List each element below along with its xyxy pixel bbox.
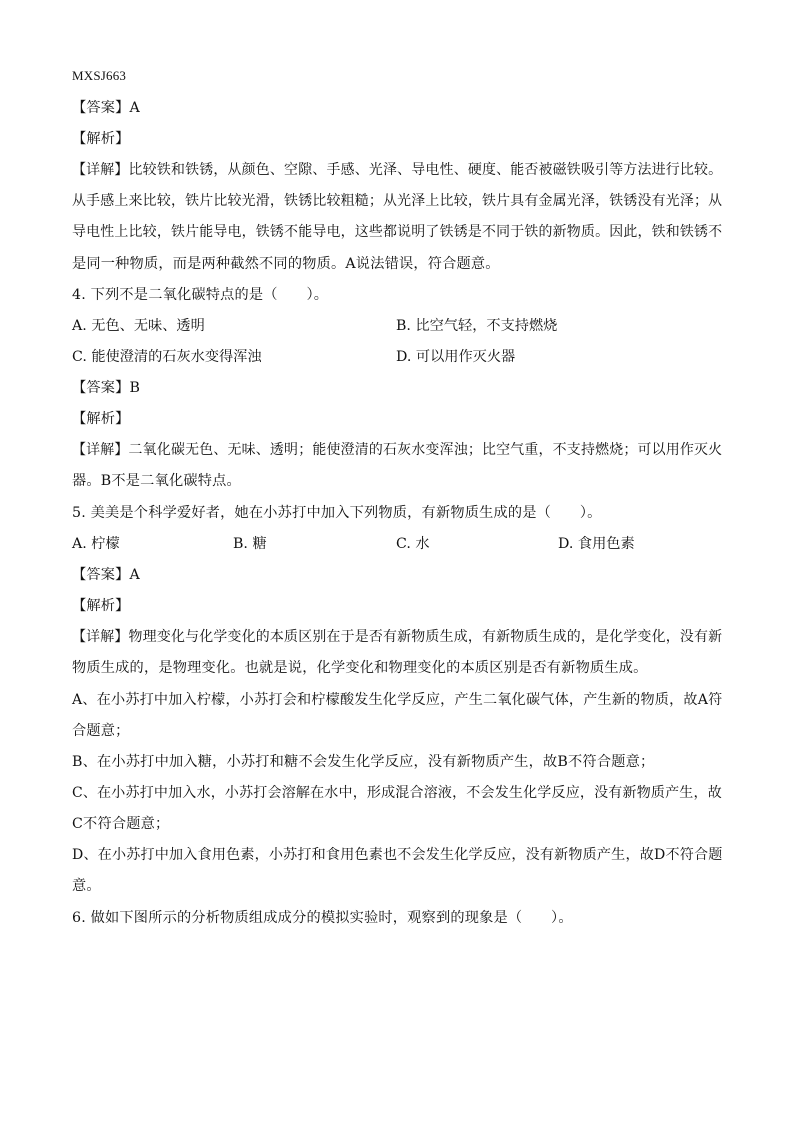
q5-detail-line-2: 物质生成的，是物理变化。也就是说，化学变化和物理变化的本质区别是否有新物质生成。 xyxy=(72,660,648,676)
q5-detail-line-4: 合题意； xyxy=(72,723,130,739)
q3-detail-line-2: 从手感上来比较，铁片比较光滑，铁锈比较粗糙；从光泽上比较，铁片具有金属光泽，铁锈没有光泽；从 xyxy=(72,193,723,209)
q4-stem: 4. 下列不是二氧化碳特点的是（ ）。 xyxy=(72,287,329,303)
q5-detail-line-7: C不符合题意； xyxy=(72,816,170,832)
q6-stem: 6. 做如下图所示的分析物质组成成分的模拟实验时，观察到的现象是（ ）。 xyxy=(72,910,573,926)
q4-detail-line-1: 【详解】二氧化碳无色、无味、透明；能使澄清的石灰水变浑浊；比空气重，不支持燃烧；可以用作灭火 xyxy=(72,442,723,458)
q5-detail-line-8: D、在小苏打中加入食用色素，小苏打和食用色素也不会发生化学反应，没有新物质产生，故D不符合题 xyxy=(72,847,723,863)
q3-detail-line-4: 是同一种物质，而是两种截然不同的物质。A说法错误，符合题意。 xyxy=(72,256,500,272)
q5-option-a: A. 柠檬 xyxy=(72,536,120,552)
q5-option-b: B. 糖 xyxy=(233,536,267,552)
q4-option-b: B. 比空气轻，不支持燃烧 xyxy=(396,318,558,334)
q5-detail-line-1: 【详解】物理变化与化学变化的本质区别在于是否有新物质生成，有新物质生成的，是化学变化，没有新 xyxy=(72,629,723,645)
q5-option-d: D. 食用色素 xyxy=(558,536,635,552)
q4-analysis-heading: 【解析】 xyxy=(72,411,130,427)
q5-detail-line-9: 意。 xyxy=(72,878,101,894)
q3-detail-line-3: 导电性上比较，铁片能导电，铁锈不能导电，这些都说明了铁锈是不同于铁的新物质。因此，铁和铁锈不 xyxy=(72,224,723,240)
q5-detail-line-3: A、在小苏打中加入柠檬，小苏打会和柠檬酸发生化学反应，产生二氧化碳气体，产生新的物质，故A符 xyxy=(72,692,723,708)
q4-detail-line-2: 器。B不是二氧化碳特点。 xyxy=(72,473,241,489)
q3-analysis-heading: 【解析】 xyxy=(72,131,130,147)
q3-detail-line-1: 【详解】比较铁和铁锈，从颜色、空隙、手感、光泽、导电性、硬度、能否被磁铁吸引等方法进行比较。 xyxy=(72,162,723,178)
q5-detail-line-5: B、在小苏打中加入糖，小苏打和糖不会发生化学反应，没有新物质产生，故B不符合题意； xyxy=(72,754,655,770)
q4-answer: 【答案】B xyxy=(72,380,141,396)
q4-option-d: D. 可以用作灭火器 xyxy=(396,349,516,365)
q5-answer: 【答案】A xyxy=(72,567,140,583)
q5-detail-line-6: C、在小苏打中加入水，小苏打会溶解在水中，形成混合溶液，不会发生化学反应，没有新物质产生，故 xyxy=(72,785,722,801)
q3-answer: 【答案】A xyxy=(72,100,140,116)
header-code: MXSJ663 xyxy=(72,68,127,83)
q4-option-c: C. 能使澄清的石灰水变得浑浊 xyxy=(72,349,262,365)
q5-option-c: C. 水 xyxy=(396,536,430,552)
q5-stem: 5. 美美是个科学爱好者，她在小苏打中加入下列物质，有新物质生成的是（ ）。 xyxy=(72,505,602,521)
q5-analysis-heading: 【解析】 xyxy=(72,598,130,614)
q4-option-a: A. 无色、无味、透明 xyxy=(72,318,205,334)
